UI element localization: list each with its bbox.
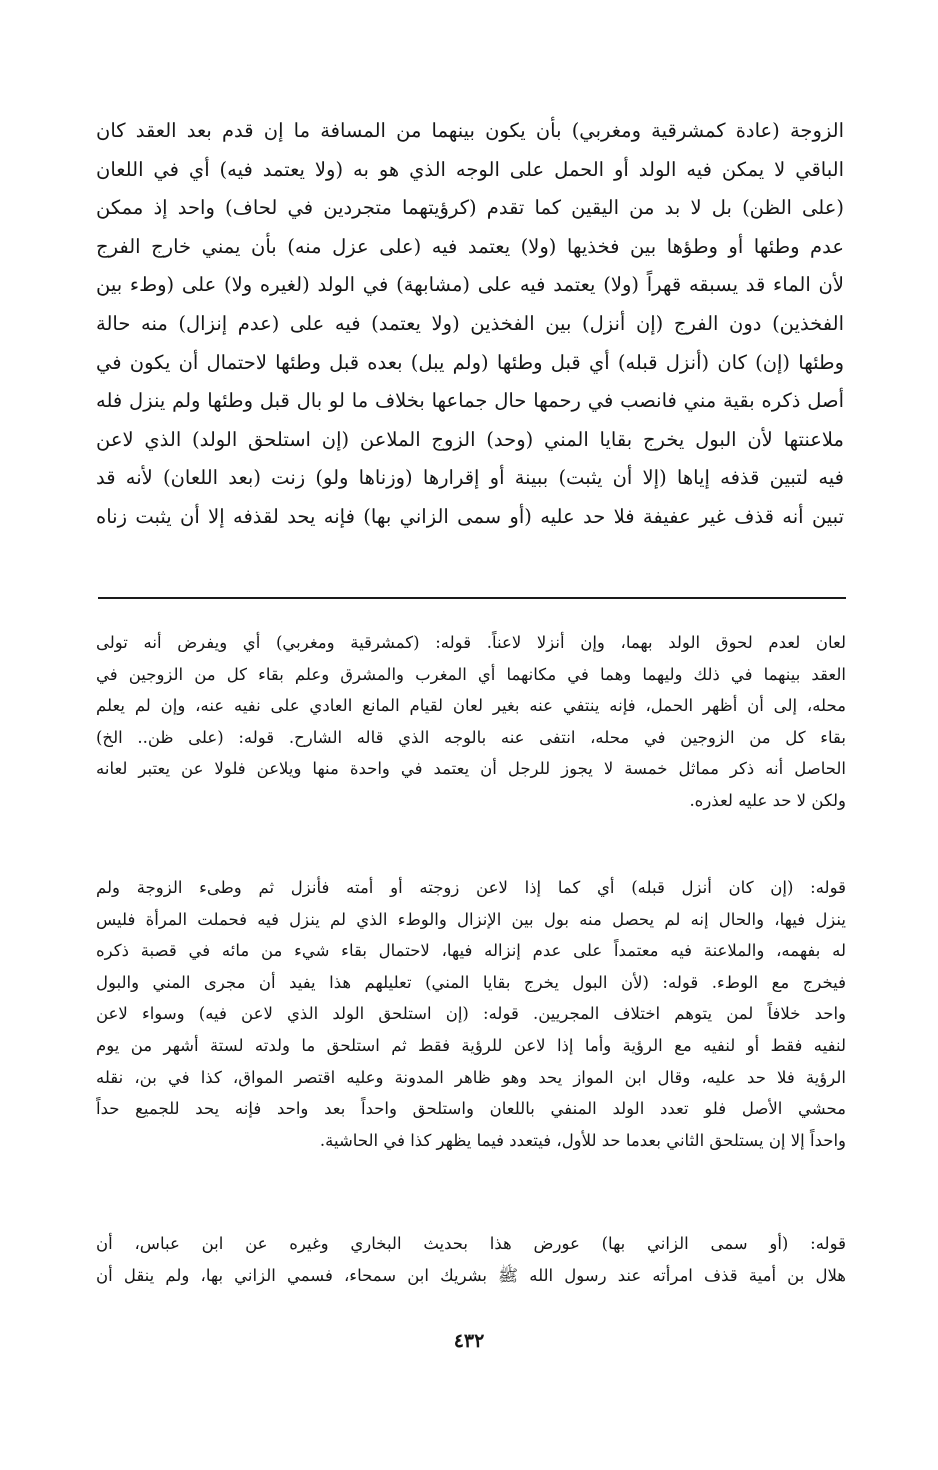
main-text-line: الفخذين) دون الفرج (إن أنزل) بين الفخذين (ولا يعتمد) فيه على (عدم إنزال) منه حالة — [96, 311, 844, 335]
footnote-line: واحد خلافاً لمن يتوهم اختلاف المجريين. قوله: (إن استلحق الولد الذي لاعن فيه) وسواء لاعن — [96, 1004, 846, 1024]
footnote-line: فيخرج مع الوطء. قوله: (لأن البول يخرج بقايا المني) تعليلهم هذا يفيد أن مجرى المني والبول — [96, 972, 846, 992]
footnote-line: هلال بن أمية قذف امرأته عند رسول الله ﷺ بشريك ابن سمحاء، فسمي الزاني بها، ولم ينقل أن — [96, 1265, 846, 1285]
main-text-line: فيه لتبين قذفه إياها (إلا أن يثبت) ببينة أو إقرارها (وزناها ولو) زنت (بعد اللعان) لأنه قد — [96, 466, 844, 490]
footnote-line: لعان لعدم لحوق الولد بهما، وإن أنزلا لاعناً. قوله: (كمشرقية ومغربي) أي ويفرض أنه تولى — [96, 633, 846, 652]
footnote-line: محشي الأصل فلو تعدد الولد المنفي باللعان واستلحق واحداً بعد واحد فإنه يحد للجميع حداً — [96, 1099, 846, 1119]
footnote-line: لنفيه فقط أو لنفيه مع الرؤية وأما إذا لاعن للرؤية فقط ثم استلحق ما ولدته لستة أشهر من يوم — [96, 1035, 846, 1055]
footnote-line: قوله: (أو سمى الزاني بها) عورض هذا بحديث البخاري وغيره عن ابن عباس، أن — [96, 1234, 846, 1253]
main-text-line: عدم وطئها أو وطؤها بين فخذيها (ولا) يعتمد فيه (على عزل منه) بأن يمني خارج الفرج — [96, 234, 844, 258]
main-text-line: وطئها (إن) كان (أنزل قبله) أي قبل وطئها (ولم يبل) بعده قبل وطئها لاحتمال أن يكون في — [96, 350, 844, 374]
main-text-line: ملاعنتها لأن البول يخرج بقايا المني (وحد) الزوج الملاعن (إن استلحق الولد) الذي لاعن — [96, 427, 844, 451]
footnote-line: الرؤية فلا حد عليه، وقال ابن المواز يحد وهو ظاهر المدونة وعليه اقتصر المواق، كذا في بن، نقله — [96, 1067, 846, 1087]
footnote-paragraph-3 — [96, 1228, 846, 1291]
footnote-line: محله، إلى أن أظهر الحمل، فإنه ينتفي عنه بغير لعان لقيام المانع العادي على نفيه عنه، وإن لم يعلم — [96, 696, 846, 716]
main-text-line: الزوجة (عادة كمشرقية ومغربي) بأن يكون بينهما من المسافة ما إن قدم بعد العقد كان — [96, 119, 844, 142]
footnote-paragraph-2 — [96, 872, 846, 1156]
footnote-line: العقد بينهما في ذلك وليهما وهما في مكانهما أي المغرب والمشرق وعلم بقاء كل من الزوجين في — [96, 664, 846, 684]
main-text-block — [96, 112, 844, 537]
footnote-paragraph-1 — [96, 627, 846, 817]
footnote-line: قوله: (إن كان أنزل قبله) أي كما إذا لاعن زوجته أو أمته فأنزل ثم وطىء الزوجة ولم — [96, 878, 846, 897]
main-text-line: أصل ذكره بقية مني فانصب في رحمها حال جماعها بخلاف ما لو بال قبل وطئها ولم ينزل فله — [96, 389, 844, 413]
footnote-line: ينزل فيها، والحال إنه لم يحصل منه بول بين الإنزال والوطء الذي لم ينزل فيه فحملت المرأة فليس — [96, 909, 846, 929]
main-text-line: تبين أنه قذف غير عفيفة فلا حد عليه (أو سمى الزاني بها) فإنه يحد لقذفه إلا أن يثبت زناه — [96, 504, 844, 528]
footnote-line: بقاء كل من الزوجين في محله، انتفى عنه بالوجه الذي قاله الشارح. قوله: (على ظن.. الخ) — [96, 727, 846, 747]
footnote-line: واحداً إلا إن يستلحق الثاني بعدما حد للأول، فيتعدد فيما يظهر كذا في الحاشية. — [319, 1130, 846, 1150]
footnote-line: الحاصل أنه ذكر مماثل خمسة لا يجوز للرجل أن يعتمد في واحدة منها ويلاعن فلولا عن يعتبر لعانه — [96, 759, 846, 779]
footnote-separator-rule — [98, 597, 846, 599]
page-number: ٤٣٢ — [453, 1330, 485, 1352]
footnote-line: له بفهمه، والملاعنة فيه معتمداً على عدم إنزاله فيها، لاحتمال بقاء شيء من مائه في قصبة ذكره — [96, 941, 846, 961]
main-text-line: الباقي لا يمكن فيه الولد أو الحمل على الوجه الذي هو به (ولا يعتمد فيه) أي في اللعان — [96, 157, 844, 181]
main-text-line: لأن الماء قد يسبقه قهراً (ولا) يعتمد فيه على (مشابهة) في الولد (لغيره ولا) على (وطء بين — [96, 273, 844, 297]
footnote-line: ولكن لا حد عليه لعذره. — [689, 790, 846, 810]
main-text-line: (على الظن) بل لا بد من اليقين كما تقدم (كرؤيتهما متجردين في لحاف) واحد إذ ممكن — [96, 196, 844, 220]
